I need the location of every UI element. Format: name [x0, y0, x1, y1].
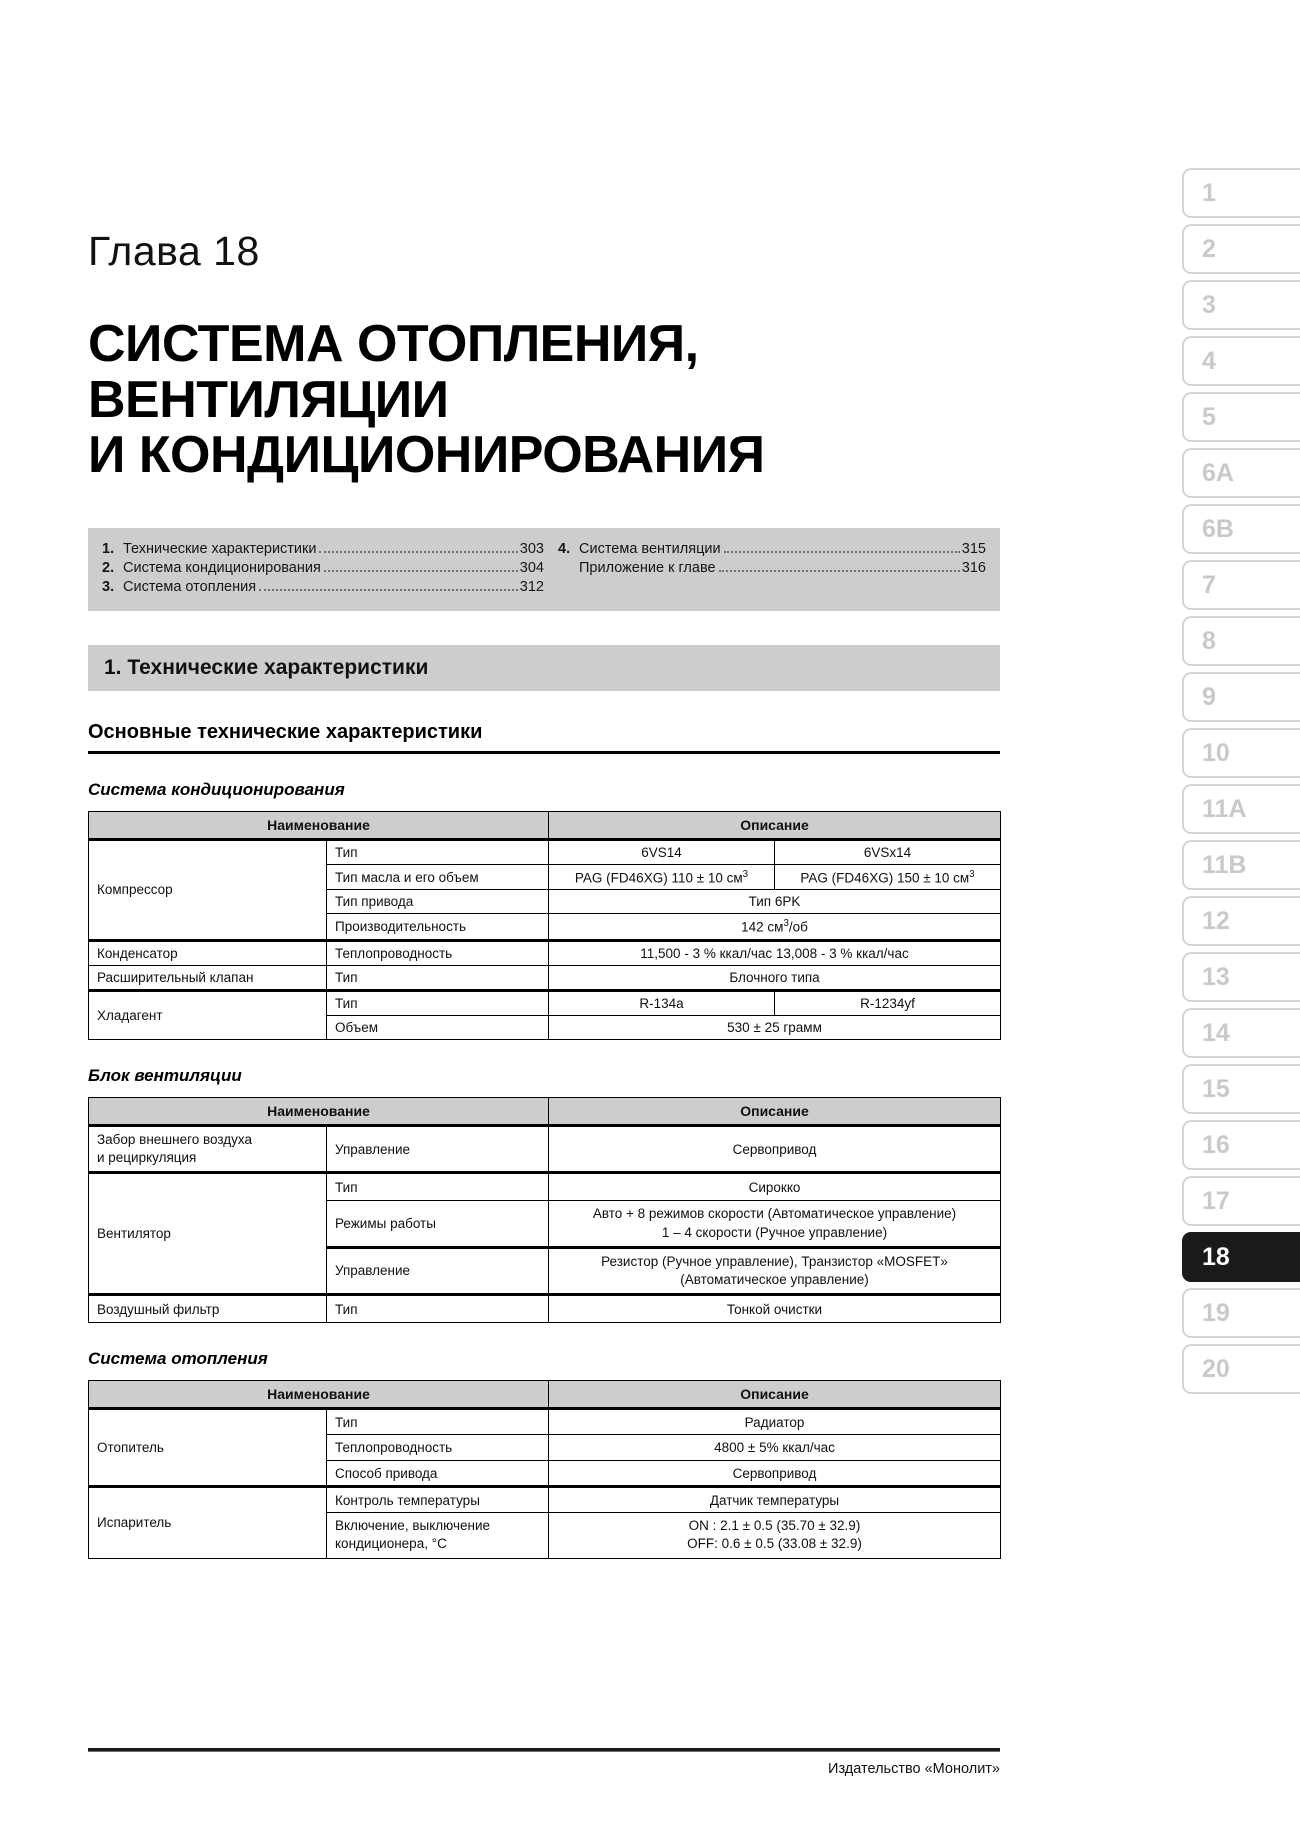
table-cell-parameter: Тип	[327, 1295, 549, 1323]
contents-entry-number: 4.	[558, 540, 571, 557]
table-cell-group: Отопитель	[89, 1409, 327, 1487]
contents-entry-page: 316	[961, 559, 986, 576]
chapter-contents	[88, 528, 1000, 611]
chapter-tab-13[interactable]: 13	[1182, 952, 1300, 1002]
table-cell-group: Расширительный клапан	[89, 965, 327, 990]
table-cell-value: Авто + 8 режимов скорости (Автоматическое управление) 1 – 4 скорости (Ручное управление)	[549, 1201, 1001, 1247]
contents-entry[interactable]	[102, 540, 544, 559]
table-cell-value-1: R-134a	[549, 990, 775, 1015]
contents-entry-label: Система кондиционирования	[123, 559, 321, 576]
contents-leader-dots	[719, 570, 960, 572]
table-cell-value: Датчик температуры	[549, 1487, 1001, 1513]
page-title-line-1: СИСТЕМА ОТОПЛЕНИЯ,	[88, 315, 699, 373]
chapter-tab-7[interactable]: 7	[1182, 560, 1300, 610]
chapter-tab-15[interactable]: 15	[1182, 1064, 1300, 1114]
contents-leader-dots	[324, 570, 518, 572]
spec-table-ac	[88, 811, 1001, 1040]
contents-entry-label: Система отопления	[123, 578, 257, 595]
chapter-tab-14[interactable]: 14	[1182, 1008, 1300, 1058]
col-header-description: Описание	[549, 811, 1001, 839]
table-cell-value: Сервопривод	[549, 1461, 1001, 1487]
col-header-name: Наименование	[89, 1381, 549, 1409]
table-cell-parameter: Тип	[327, 839, 549, 864]
table-cell-parameter: Тип привода	[327, 890, 549, 914]
table-row	[89, 1295, 1001, 1323]
chapter-tab-1[interactable]: 1	[1182, 168, 1300, 218]
contents-entry-label: Приложение к главе	[579, 559, 716, 576]
table-cell-value: Блочного типа	[549, 965, 1001, 990]
contents-entry-label: Технические характеристики	[123, 540, 317, 557]
table-cell-value-2: R-1234yf	[775, 990, 1001, 1015]
table-row	[89, 1487, 1001, 1513]
contents-entry-number: 1.	[102, 540, 115, 557]
contents-entry[interactable]	[102, 559, 544, 578]
table-row	[89, 839, 1001, 864]
contents-leader-dots	[259, 589, 518, 591]
chapter-tab-11B[interactable]: 11B	[1182, 840, 1300, 890]
table-cell-value: Тонкой очистки	[549, 1295, 1001, 1323]
col-header-description: Описание	[549, 1381, 1001, 1409]
chapter-tab-2[interactable]: 2	[1182, 224, 1300, 274]
section-heading: Основные технические характеристики	[88, 721, 1000, 754]
table-row	[89, 965, 1001, 990]
spec-table-vent-body	[89, 1125, 1001, 1322]
table-cell-value: Резистор (Ручное управление), Транзистор «MOSFET» (Автоматическое управление)	[549, 1247, 1001, 1294]
table-cell-parameter: Тип масла и его объем	[327, 864, 549, 890]
table-cell-value-2: PAG (FD46XG) 150 ± 10 $см^3$	[775, 864, 1001, 890]
table-cell-value: 4800 ± 5% ккал/час	[549, 1435, 1001, 1461]
contents-leader-dots	[319, 551, 517, 553]
table-cell-parameter: Режимы работы	[327, 1201, 549, 1247]
table-caption-vent: Блок вентиляции	[88, 1065, 242, 1085]
contents-leader-dots	[724, 551, 960, 553]
table-cell-parameter: Объем	[327, 1015, 549, 1039]
table-cell-parameter: Теплопроводность	[327, 940, 549, 965]
table-row	[89, 990, 1001, 1015]
table-cell-value-1: PAG (FD46XG) 110 ± 10 $см^3$	[549, 864, 775, 890]
chapter-kicker: Глава 18	[88, 228, 260, 274]
chapter-tab-6A[interactable]: 6A	[1182, 448, 1300, 498]
table-cell-value: ON : 2.1 ± 0.5 (35.70 ± 32.9) OFF: 0.6 ± 0.5 (33.08 ± 32.9)	[549, 1513, 1001, 1558]
table-cell-value-2: 6VSx14	[775, 839, 1001, 864]
table-cell-parameter: Управление	[327, 1247, 549, 1294]
table-cell-value: Тип 6PK	[549, 890, 1001, 914]
contents-entry[interactable]	[558, 540, 986, 559]
spec-table-heat-body	[89, 1409, 1001, 1558]
table-row	[89, 1173, 1001, 1201]
table-cell-parameter: Тип	[327, 1409, 549, 1435]
page-title-line-2: ВЕНТИЛЯЦИИ	[88, 370, 449, 429]
table-cell-parameter: Тип	[327, 990, 549, 1015]
chapter-tab-19[interactable]: 19	[1182, 1288, 1300, 1338]
table-cell-parameter: Тип	[327, 1173, 549, 1201]
footer-divider	[88, 1748, 1000, 1752]
contents-entry-page: 315	[961, 540, 986, 557]
table-cell-group: Забор внешнего воздуха и рециркуляция	[89, 1125, 327, 1172]
contents-entry-number: 2.	[102, 559, 115, 576]
table-cell-parameter: Способ привода	[327, 1461, 549, 1487]
table-cell-value: Радиатор	[549, 1409, 1001, 1435]
chapter-tab-3[interactable]: 3	[1182, 280, 1300, 330]
chapter-tab-9[interactable]: 9	[1182, 672, 1300, 722]
table-row	[89, 1125, 1001, 1172]
chapter-tab-8[interactable]: 8	[1182, 616, 1300, 666]
col-header-description: Описание	[549, 1097, 1001, 1125]
contents-entry-number: 3.	[102, 578, 115, 595]
chapter-tab-6B[interactable]: 6B	[1182, 504, 1300, 554]
section-band-title: 1. Технические характеристики	[88, 645, 1000, 691]
chapter-tab-12[interactable]: 12	[1182, 896, 1300, 946]
chapter-tab-4[interactable]: 4	[1182, 336, 1300, 386]
table-cell-group: Испаритель	[89, 1487, 327, 1558]
table-row	[89, 1409, 1001, 1435]
contents-entry-page: 304	[519, 559, 544, 576]
table-cell-parameter: Контроль температуры	[327, 1487, 549, 1513]
table-caption-heat: Система отопления	[88, 1349, 268, 1369]
table-cell-group: Вентилятор	[89, 1173, 327, 1295]
table-header-row	[89, 1381, 1001, 1409]
chapter-tab-rail	[1180, 168, 1300, 1394]
table-cell-value: 11,500 - 3 % ккал/час 13,008 - 3 % ккал/час	[549, 940, 1001, 965]
table-caption-ac: Система кондиционирования	[88, 779, 345, 799]
page-footer	[88, 1748, 1000, 1777]
table-cell-group: Воздушный фильтр	[89, 1295, 327, 1323]
contents-column-left	[102, 540, 544, 597]
table-header-row	[89, 811, 1001, 839]
spec-table-ac-body	[89, 839, 1001, 1039]
table-cell-parameter: Управление	[327, 1125, 549, 1172]
table-cell-group: Конденсатор	[89, 940, 327, 965]
chapter-tab-5[interactable]: 5	[1182, 392, 1300, 442]
contents-entry-page: 312	[519, 578, 544, 595]
contents-entry-page: 303	[519, 540, 544, 557]
table-cell-value-1: 6VS14	[549, 839, 775, 864]
col-header-name: Наименование	[89, 1097, 549, 1125]
table-cell-value: 530 ± 25 грамм	[549, 1015, 1001, 1039]
page-title-line-3: И КОНДИЦИОНИРОВАНИЯ	[88, 426, 765, 485]
chapter-tab-20[interactable]: 20	[1182, 1344, 1300, 1394]
table-cell-parameter: Производительность	[327, 914, 549, 941]
table-cell-value: Сервопривод	[549, 1125, 1001, 1172]
table-cell-group: Хладагент	[89, 990, 327, 1039]
table-row	[89, 940, 1001, 965]
contents-entry[interactable]	[102, 578, 544, 597]
spec-table-vent	[88, 1097, 1001, 1323]
table-cell-value: Сирокко	[549, 1173, 1001, 1201]
contents-entry-label: Система вентиляции	[579, 540, 721, 557]
chapter-tab-11A[interactable]: 11A	[1182, 784, 1300, 834]
table-cell-parameter: Включение, выключение кондиционера, °C	[327, 1513, 549, 1558]
chapter-tab-10[interactable]: 10	[1182, 728, 1300, 778]
page-content	[88, 0, 1000, 1559]
publisher-label: Издательство «Монолит»	[828, 1761, 1000, 1777]
contents-entry[interactable]	[558, 559, 986, 578]
chapter-tab-16[interactable]: 16	[1182, 1120, 1300, 1170]
table-cell-value: 142 $см^3/об$	[549, 914, 1001, 941]
table-header-row	[89, 1097, 1001, 1125]
table-cell-group: Компрессор	[89, 839, 327, 940]
col-header-name: Наименование	[89, 811, 549, 839]
table-cell-parameter: Теплопроводность	[327, 1435, 549, 1461]
chapter-tab-18[interactable]: 18	[1182, 1232, 1300, 1282]
contents-column-right	[544, 540, 986, 597]
spec-table-heat	[88, 1380, 1001, 1558]
page-title	[88, 275, 1000, 484]
table-cell-parameter: Тип	[327, 965, 549, 990]
chapter-tab-17[interactable]: 17	[1182, 1176, 1300, 1226]
